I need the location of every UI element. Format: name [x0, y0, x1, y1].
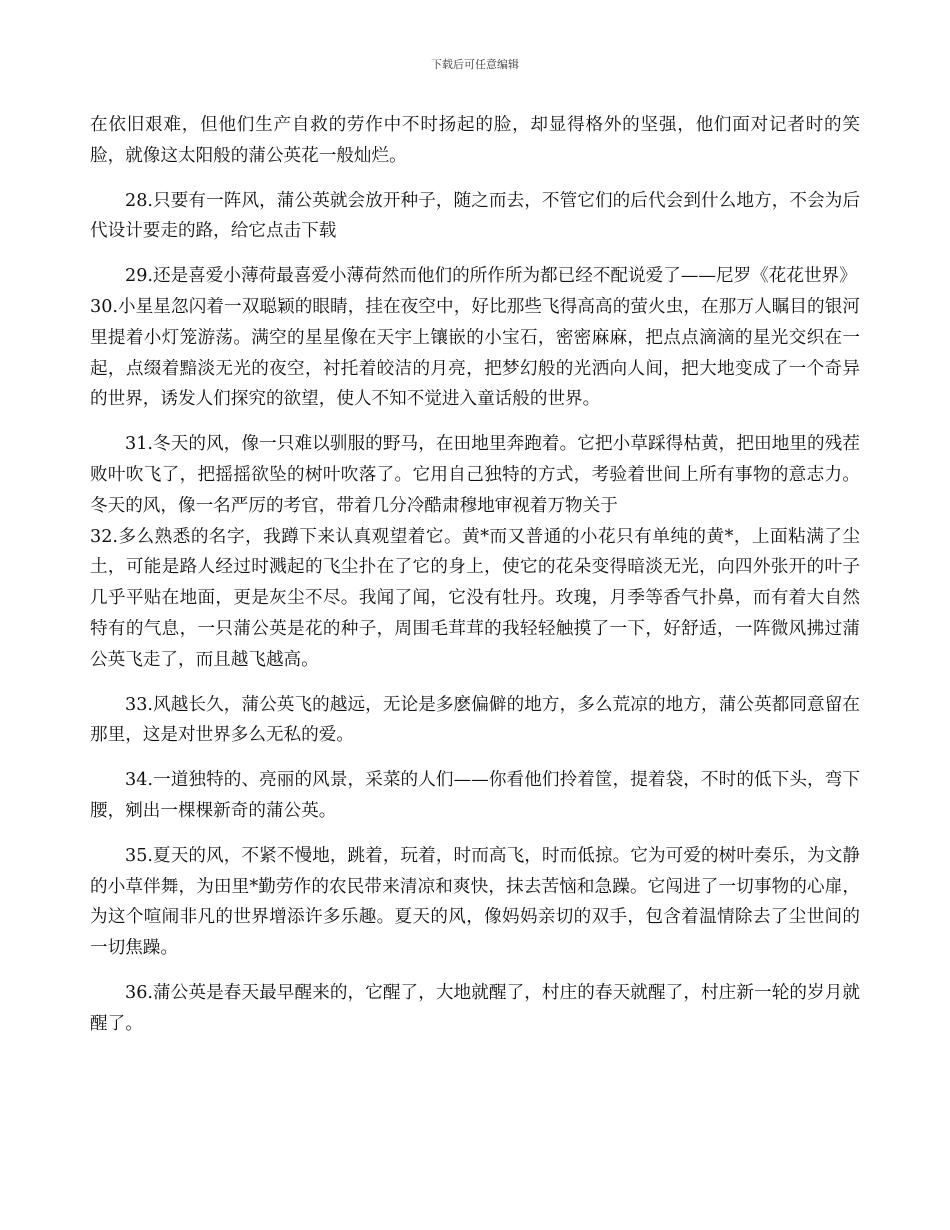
paragraph-36: 36.蒲公英是春天最早醒来的，它醒了，大地就醒了，村庄的春天就醒了，村庄新一轮的岁月就醒了。 — [90, 982, 860, 1034]
paragraph-35: 35.夏天的风，不紧不慢地，跳着，玩着，时而高飞，时而低掠。它为可爱的树叶奏乐，为文静的小草伴舞，为田里*勤劳作的农民带来清凉和爽快，抹去苦恼和急躁。它闯进了一切事物的心扉，为这个喧闹非凡的世界增添许多乐趣。夏天的风，像妈妈亲切的双手，包含着温情除去了尘世间的一切焦躁。 — [90, 845, 860, 959]
page-header: 下载后可任意编辑 — [431, 58, 519, 71]
paragraph-34: 34.一道独特的、亮丽的风景，采菜的人们——你看他们拎着筐，提着袋，不时的低下头，弯下腰，剜出一棵棵新奇的蒲公英。 — [90, 770, 860, 821]
paragraph-31: 31.冬天的风，像一只难以驯服的野马，在田地里奔跑着。它把小草踩得枯黄，把田地里的残茬败叶吹飞了，把摇摇欲坠的树叶吹落了。它用自己独特的方式，考验着世间上所有事物的意志力。冬天的风，像一名严厉的考官，带着几分冷酷肃穆地审视着万物关于 — [90, 434, 860, 516]
paragraph-continuation: 在依旧艰难，但他们生产自救的劳作中不时扬起的脸，却显得格外的坚强，他们面对记者时的笑脸，就像这太阳般的蒲公英花一般灿烂。 — [90, 115, 860, 166]
paragraph-33: 33.风越长久，蒲公英飞的越远，无论是多麽偏僻的地方，多么荒凉的地方，蒲公英都同意留在那里，这是对世界多么无私的爱。 — [90, 694, 860, 746]
paragraph-30: 30.小星星忽闪着一双聪颖的眼睛，挂在夜空中，好比那些飞得高高的萤火虫，在那万人瞩目的银河里提着小灯笼游荡。满空的星星像在天宇上镶嵌的小宝石，密密麻麻，把点点滴滴的星光交织在一起，点缀着黯淡无光的夜空，衬托着皎洁的月亮，把梦幻般的光洒向人间，把大地变成了一个奇异的世界，诱发人们探究的欲望，使人不知不觉进入童话般的世界。 — [90, 296, 860, 410]
paragraph-32: 32.多么熟悉的名字，我蹲下来认真观望着它。黄*而又普通的小花只有单纯的黄*，上面粘满了尘土，可能是路人经过时溅起的飞尘扑在了它的身上，使它的花朵变得暗淡无光，向四外张开的叶子几乎平贴在地面，更是灰尘不尽。我闻了闻，它没有牡丹。玫瑰，月季等香气扑鼻，而有着大自然特有的气息，一只蒲公英是花的种子，周围毛茸茸的我轻轻触摸了一下，好舒适，一阵微风拂过蒲公英飞走了，而且越飞越高。 — [90, 526, 860, 670]
paragraph-28: 28.只要有一阵风，蒲公英就会放开种子，随之而去，不管它们的后代会到什么地方，不会为后代设计要走的路，给它点击下载 — [90, 190, 860, 242]
document-body — [90, 110, 860, 1040]
paragraph-29: 29.还是喜爱小薄荷最喜爱小薄荷然而他们的所作所为都已经不配说爱了——尼罗《花花世界》 — [125, 266, 857, 287]
